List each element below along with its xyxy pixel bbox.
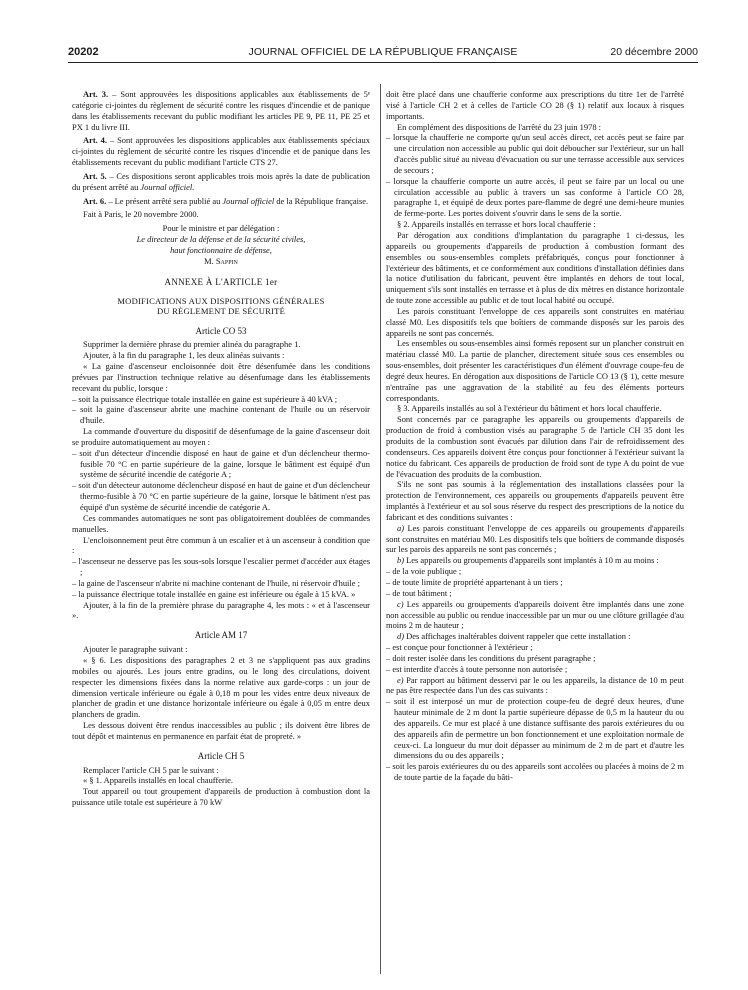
condition-c-text: Les appareils ou groupements d'appareils doivent être implantés dans une zone non accessible au public ou rendue inaccessible par un mur ou une clôture grillagée d'au moins 2 m de hauteur ; <box>386 598 684 631</box>
header-rule <box>68 62 698 63</box>
article-6-journal-ref: Journal officiel <box>222 195 275 206</box>
right-column <box>386 89 684 783</box>
signature-role-1: Le directeur de la défense et de la sécurité civiles, <box>136 234 306 245</box>
article-4 <box>72 135 370 168</box>
condition-e-item: – soit il est interposé un mur de protection coupe-feu de degré deux heures, d'une hauteur minimale de 2 m dont la partie supérieure dépasse de 0,5 m la hauteur du ou des appareils. Ce mur est placé à une distance suffisante des parois extérieures du ou des appareils afin de permettre un bon fonctionnement et une exploitation normale de ceux-ci. La longueur du mur doit dépasser au minimum de 2 m de part et d'autre les dimensions du ou des appareils ; <box>386 696 684 761</box>
ch5-dash-item: – lorsque la chaufferie ne comporte qu'un seul accès direct, cet accès peut se faire par une circulation non accessible au public qui doit déboucher sur l'extérieur, sur un hall d'accès public situé au niveau d'évacuation ou sur une terrasse accessible aux services de secours ; <box>386 132 684 175</box>
signature-role-2: haut fonctionnaire de défense, <box>170 244 272 255</box>
ch5-paragraph: Les parois constituant l'enveloppe de ces appareils sont construites en matériau classé M0. Les dispositifs tels que boîtiers de commande disposés sur les parois des appareils ne sont pas concernés. <box>386 305 684 338</box>
am17-paragraph: Ajouter le paragraphe suivant : <box>83 644 188 655</box>
signature-name: M. Sappin <box>204 255 238 266</box>
condition-e-text: Par rapport au bâtiment desservi par le ou les appareils, la distance de 10 m peut ne pas être respectée dans l'un des cas suivants : <box>386 674 684 696</box>
condition-e-label: e) <box>397 674 404 685</box>
article-am17-heading: Article AM 17 <box>194 630 248 641</box>
article-6-text: – Le présent arrêté sera publié au <box>106 195 223 206</box>
co53-paragraph: L'encloisonnement peut être commun à un escalier et à un ascenseur à condition que : <box>72 534 370 556</box>
co53-dash-item: – la gaine de l'ascenseur n'abrite ni machine contenant de l'huile, ni réservoir d'huile ; <box>72 577 360 588</box>
ch5-section-2-heading: § 2. Appareils installés en terrasse et hors local chaufferie : <box>397 219 596 230</box>
co53-dash-item: – soit la puissance électrique totale installée en gaine est supérieure à 40 kVA ; <box>72 393 338 404</box>
ch5-paragraph: Par dérogation aux conditions d'implantation du paragraphe 1 ci-dessus, les appareils ou groupements d'appareils de production à combustion formant des ensembles ou sous-ensembles complets préfabriqués, conçus pour fonctionner à l'extérieur des bâtiments, et ce conformément aux conditions d'installation définies dans la notice d'utilisation du fabricant, peuvent être implantés en dehors de tout local, uniquement s'ils sont installés en terrasse et à plus de dix mètres en distance horizontale de toute zone accessible au public et de tout local habité ou occupé. <box>386 229 684 306</box>
article-5 <box>72 171 370 193</box>
article-6 <box>72 196 370 207</box>
ch5-section-3-heading: § 3. Appareils installés au sol à l'extérieur du bâtiment et hors local chaufferie. <box>397 403 662 414</box>
modifications-title-2: DU RÈGLEMENT DE SÉCURITÉ <box>156 306 286 316</box>
article-5-label: Art. 5. <box>83 170 107 181</box>
modifications-title-1: MODIFICATIONS AUX DISPOSITIONS GÉNÉRALES <box>117 295 325 306</box>
condition-b-label: b) <box>397 555 405 566</box>
co53-paragraph: Ajouter, à la fin de la première phrase du paragraphe 4, les mots : « et à l'ascenseur ». <box>72 599 370 621</box>
signature-delegation: Pour le ministre et par délégation : <box>162 223 280 234</box>
condition-d <box>386 631 684 642</box>
co53-dash-item: – la puissance électrique totale installée en gaine est inférieure ou égale à 15 kVA. » <box>72 588 356 599</box>
am17-paragraph: Les dessous doivent être rendus inaccessibles au public ; ils doivent être libres de tout dépôt et maintenus en permanence en parfait état de propreté. » <box>72 720 370 741</box>
ch5-paragraph: Sont concernés par ce paragraphe les appareils ou groupements d'appareils de production de froid à combustion visés au paragraphe 5 de l'article CH 35 dont les produits de la combustion sont évacués par dilution dans l'air de refroidissement des condenseurs. Ces appareils doivent être conçus pour fonctionner à l'extérieur suivant la notice du fabricant. Ces appareils de production de froid sont de type A du point de vue de l'évacuation des produits de la combustion. <box>386 414 684 479</box>
condition-b-item: – de toute limite de propriété appartenant à un tiers ; <box>386 576 563 587</box>
journal-title: JOURNAL OFFICIEL DE LA RÉPUBLIQUE FRANÇAISE <box>248 46 518 58</box>
condition-d-item: – doit rester isolée dans les conditions du présent paragraphe ; <box>386 652 596 663</box>
condition-b <box>386 555 684 566</box>
condition-e <box>386 675 684 697</box>
article-3-text: – Sont approuvées les dispositions applicables aux établissements de 5ᵉ catégorie ci-jointes du règlement de sécurité contre les risques d'incendie et de panique dans les établissements recevant du public modifiant les articles PE 9, PE 11, PE 25 et PX 1 du livre III. <box>72 89 370 132</box>
fait-a-paris: Fait à Paris, le 20 novembre 2000. <box>83 209 199 220</box>
issue-date: 20 décembre 2000 <box>610 46 698 58</box>
ch5-paragraph: Les ensembles ou sous-ensembles ainsi formés reposent sur un plancher construit en matériau classé M0. La partie de plancher, directement située sous ces ensembles ou sous-ensembles, doit présenter les caractéristiques d'un élément d'ouvrage coupe-feu de degré deux heures. En dérogation aux dispositions de l'article CO 13 (§ 1), cette mesure n'entraîne pas une aggravation de la stabilité au feu des éléments porteurs correspondants. <box>386 338 684 403</box>
article-5-text: – Ces dispositions seront applicables trois mois après la date de publication du présent arrêté au <box>72 170 371 192</box>
co53-dash-item: – l'ascenseur ne desserve pas les sous-sols lorsque l'escalier permet d'accéder aux étages ; <box>72 556 370 578</box>
co53-dash-item: – soit d'un détecteur autonome déclencheur disposé en haut de gaine et d'un déclencheur thermo-fusible à 70 °C en partie supérieure de la gaine, lorsque le bâtiment n'est pas équipé d'un système de sécurité incendie de catégorie A. <box>72 480 371 512</box>
co53-paragraph: « La gaine d'ascenseur encloisonnée doit être désenfumée dans les conditions prévues par l'instruction technique relative au désenfumage dans les établissements recevant du public, lorsque : <box>72 361 370 393</box>
annex-title: ANNEXE À L'ARTICLE 1er <box>164 276 278 287</box>
am17-paragraph: « § 6. Les dispositions des paragraphes 2 et 3 ne s'appliquent pas aux gradins mobiles ou ajourés. Les jours entre gradins, ou le long des circulations, doivent respecter les dimensions fixées dans la norme relative aux garde-corps : un jour de dimension verticale inférieure ou égale à 0,18 m pour les vides entre deux niveaux de plancher de gradin et une distance horizontale inférieure ou égale à 0,05 m entre deux planchers de gradin. <box>72 654 370 720</box>
article-co53-heading: Article CO 53 <box>195 325 247 336</box>
co53-paragraph: Supprimer la dernière phrase du premier alinéa du paragraphe 1. <box>83 339 301 350</box>
condition-b-item: – de tout bâtiment ; <box>386 587 452 598</box>
condition-d-item: – est conçue pour fonctionner à l'extérieur ; <box>386 642 533 653</box>
condition-a-text: Les parois constituant l'enveloppe de ces appareils ou groupements d'appareils sont construites en matériau M0. Les dispositifs tels que boîtiers de commande disposés sur les parois des appareils ne sont pas concernés ; <box>386 522 684 555</box>
ch5-paragraph: Remplacer l'article CH 5 par le suivant : <box>83 764 219 775</box>
article-ch5-heading: Article CH 5 <box>197 750 245 761</box>
article-4-label: Art. 4. <box>83 135 108 146</box>
article-4-text: – Sont approuvées les dispositions applicables aux établissements spéciaux ci-jointes du règlement de sécurité contre les risques d'incendie et de panique dans les établissements recevant du public modifiant l'article CTS 27. <box>72 135 370 168</box>
ch5-paragraph: Tout appareil ou tout groupement d'appareils de production à combustion dont la puissance utile totale est supérieure à 70 kW <box>72 786 370 808</box>
page-header <box>68 44 698 62</box>
co53-paragraph: Ces commandes automatiques ne sont pas obligatoirement doublées de commandes manuelles. <box>72 512 370 534</box>
ch5-paragraph: S'ils ne sont pas soumis à la réglementation des installations classées pour la protection de l'environnement, ces appareils ou groupements d'appareils peuvent être implantés à l'extérieur et au sol sous réserve du respect des prescriptions de la notice du fabricant et des conditions suivantes : <box>386 479 684 522</box>
condition-d-label: d) <box>397 631 405 642</box>
article-6-text-end: de la République française. <box>274 195 369 206</box>
condition-c <box>386 599 684 632</box>
co53-dash-item: – soit la gaine d'ascenseur abrite une machine contenant de l'huile ou un réservoir d'huile. <box>72 404 370 426</box>
condition-b-item: – de la voie publique ; <box>386 566 462 577</box>
article-3 <box>72 89 370 132</box>
condition-a-label: a) <box>397 522 405 533</box>
co53-paragraph: Ajouter, à la fin du paragraphe 1, les deux alinéas suivants : <box>83 350 285 361</box>
co53-paragraph: La commande d'ouverture du dispositif de désenfumage de la gaine d'ascenseur doit se produire automatiquement au moyen : <box>72 426 370 447</box>
article-3-label: Art. 3. <box>83 89 109 99</box>
condition-d-item: – est interdite d'accès à toute personne non autorisée ; <box>386 663 568 674</box>
page-number: 20202 <box>68 46 99 58</box>
co53-dash-item: – soit d'un détecteur d'incendie disposé en haut de gaine et d'un déclencheur thermo-fusible 70 °C en partie supérieure de la gaine, lorsque le bâtiment est équipé d'un système de sécurité incendie de catégorie A ; <box>72 447 370 480</box>
condition-e-item: – soit les parois extérieures du ou des appareils sont accolées ou placées à moins de 2 m de toute partie de la façade du bâti- <box>386 761 684 783</box>
article-6-label: Art. 6. <box>83 195 107 206</box>
ch5-continued: doit être placé dans une chaufferie conforme aux prescriptions du titre 1er de l'arrêté visé à l'article CH 2 et à celles de l'article CO 28 (§ 1) relatif aux locaux à risques importants. <box>386 89 684 121</box>
condition-c-label: c) <box>397 598 404 609</box>
ch5-dash-item: – lorsque la chaufferie comporte un autre accès, il peut se faire par un local ou une circulation accessible au public à travers un sas conforme à l'article CO 28, paragraphe 1, et équipé de deux portes pare-flamme de degré une demi-heure munies de ferme-porte. Les portes doivent s'ouvrir dans le sens de la sortie. <box>386 175 684 219</box>
condition-a <box>386 523 684 556</box>
ch5-paragraph: « § 1. Appareils installés en local chaufferie. <box>83 775 234 786</box>
condition-b-text: Les appareils ou groupements d'appareils sont implantés à 10 m au moins : <box>404 555 659 566</box>
left-column <box>72 89 370 808</box>
article-5-journal-ref: Journal officiel. <box>140 181 195 192</box>
column-divider <box>380 84 381 974</box>
condition-d-text: Des affichages inaltérables doivent rappeler que cette installation : <box>404 631 631 642</box>
ch5-paragraph: En complément des dispositions de l'arrêté du 23 juin 1978 : <box>397 121 601 132</box>
